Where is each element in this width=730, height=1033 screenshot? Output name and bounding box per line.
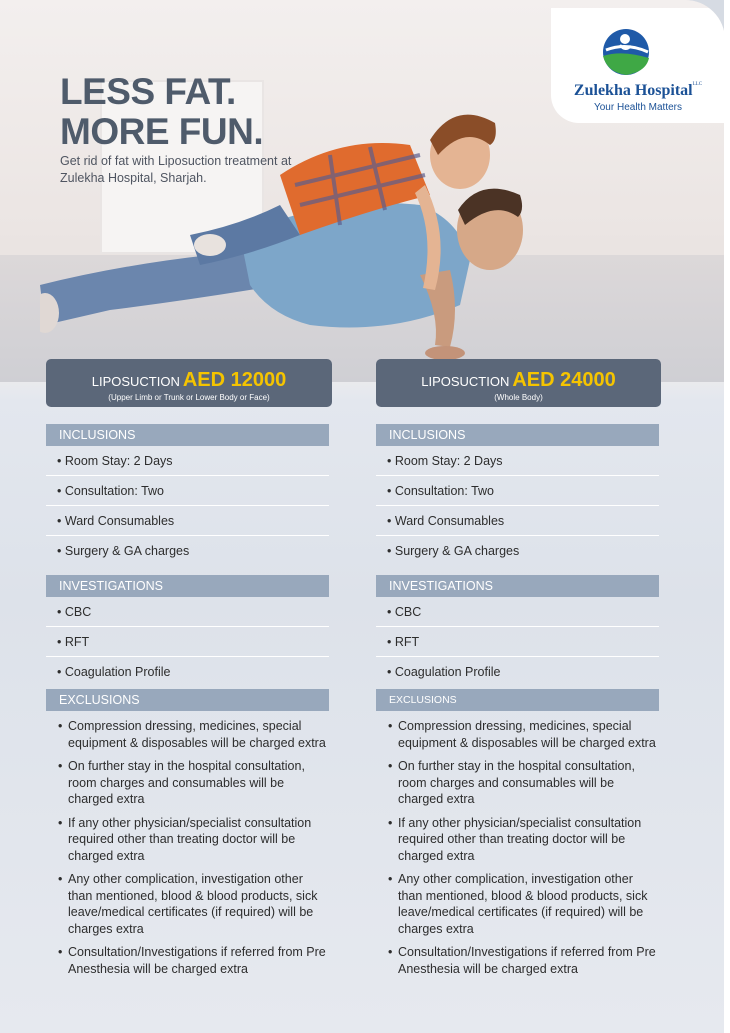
package-label: LIPOSUCTION bbox=[91, 374, 180, 389]
subheadline: Get rid of fat with Liposuction treatment at Zulekha Hospital, Sharjah. bbox=[60, 154, 292, 185]
page-edge bbox=[724, 0, 730, 1033]
left-package-details bbox=[46, 424, 329, 984]
list-item: • Compression dressing, medicines, special equipment & disposables will be charged extra bbox=[46, 718, 329, 751]
list-item: • Compression dressing, medicines, special equipment & disposables will be charged extra bbox=[376, 718, 659, 751]
list-item: • RFT bbox=[376, 627, 659, 657]
list-item: • On further stay in the hospital consultation, room charges and consumables will be charged extra bbox=[376, 758, 659, 808]
list-item: • RFT bbox=[46, 627, 329, 657]
list-item: • On further stay in the hospital consultation, room charges and consumables will be charged extra bbox=[46, 758, 329, 808]
logo-card bbox=[551, 8, 725, 123]
package-price-box-2 bbox=[376, 359, 661, 407]
package-note: (Whole Body) bbox=[494, 393, 543, 402]
investigations-header: INVESTIGATIONS bbox=[46, 575, 329, 597]
package-price-line bbox=[46, 369, 332, 392]
list-item: • Any other complication, investigation other than mentioned, blood & blood products, sick leave/medical certificates (if required) will be charges extra bbox=[46, 871, 329, 937]
exclusions-list bbox=[46, 718, 329, 977]
list-item: • If any other physician/specialist consultation required other than treating doctor will be charged extra bbox=[376, 815, 659, 865]
right-package-details bbox=[376, 424, 659, 984]
package-price: AED 24000 bbox=[512, 369, 616, 391]
list-item: • Ward Consumables bbox=[376, 506, 659, 536]
investigations-header: INVESTIGATIONS bbox=[376, 575, 659, 597]
package-label: LIPOSUCTION bbox=[421, 374, 510, 389]
exclusions-list bbox=[376, 718, 659, 977]
package-price-box-1 bbox=[46, 359, 332, 407]
list-item: • Ward Consumables bbox=[46, 506, 329, 536]
list-item: • Consultation: Two bbox=[46, 476, 329, 506]
list-item: • Surgery & GA charges bbox=[46, 536, 329, 566]
inclusions-header: INCLUSIONS bbox=[376, 424, 659, 446]
exclusions-header: EXCLUSIONS bbox=[376, 689, 659, 711]
list-item: • Consultation: Two bbox=[376, 476, 659, 506]
hospital-tagline: Your Health Matters bbox=[593, 102, 682, 113]
investigations-list bbox=[46, 597, 329, 687]
headline-line-1: LESS FAT. bbox=[60, 71, 236, 112]
list-item: • Surgery & GA charges bbox=[376, 536, 659, 566]
package-price-line bbox=[376, 369, 661, 392]
inclusions-header: INCLUSIONS bbox=[46, 424, 329, 446]
list-item: • Consultation/Investigations if referred from Pre Anesthesia will be charged extra bbox=[46, 944, 329, 977]
headline-line-2: MORE FUN. bbox=[60, 111, 264, 152]
hospital-globe-icon bbox=[602, 28, 650, 76]
list-item: • Any other complication, investigation other than mentioned, blood & blood products, sick leave/medical certificates (if required) will be charges extra bbox=[376, 871, 659, 937]
exclusions-header: EXCLUSIONS bbox=[46, 689, 329, 711]
list-item: • If any other physician/specialist consultation required other than treating doctor will be charged extra bbox=[46, 815, 329, 865]
list-item: • Room Stay: 2 Days bbox=[46, 446, 329, 476]
hospital-suffix: LLC bbox=[692, 82, 703, 87]
list-item: • Coagulation Profile bbox=[376, 657, 659, 687]
inclusions-list bbox=[376, 446, 659, 566]
package-note: (Upper Limb or Trunk or Lower Body or Face) bbox=[108, 393, 270, 402]
list-item: • Consultation/Investigations if referred from Pre Anesthesia will be charged extra bbox=[376, 944, 659, 977]
list-item: • Room Stay: 2 Days bbox=[376, 446, 659, 476]
hospital-name bbox=[551, 82, 725, 100]
list-item: • CBC bbox=[376, 597, 659, 627]
hospital-name-text: Zulekha Hospital bbox=[573, 82, 693, 99]
headline bbox=[60, 72, 263, 152]
investigations-list bbox=[376, 597, 659, 687]
list-item: • Coagulation Profile bbox=[46, 657, 329, 687]
package-price: AED 12000 bbox=[182, 369, 287, 391]
list-item: • CBC bbox=[46, 597, 329, 627]
inclusions-list bbox=[46, 446, 329, 566]
